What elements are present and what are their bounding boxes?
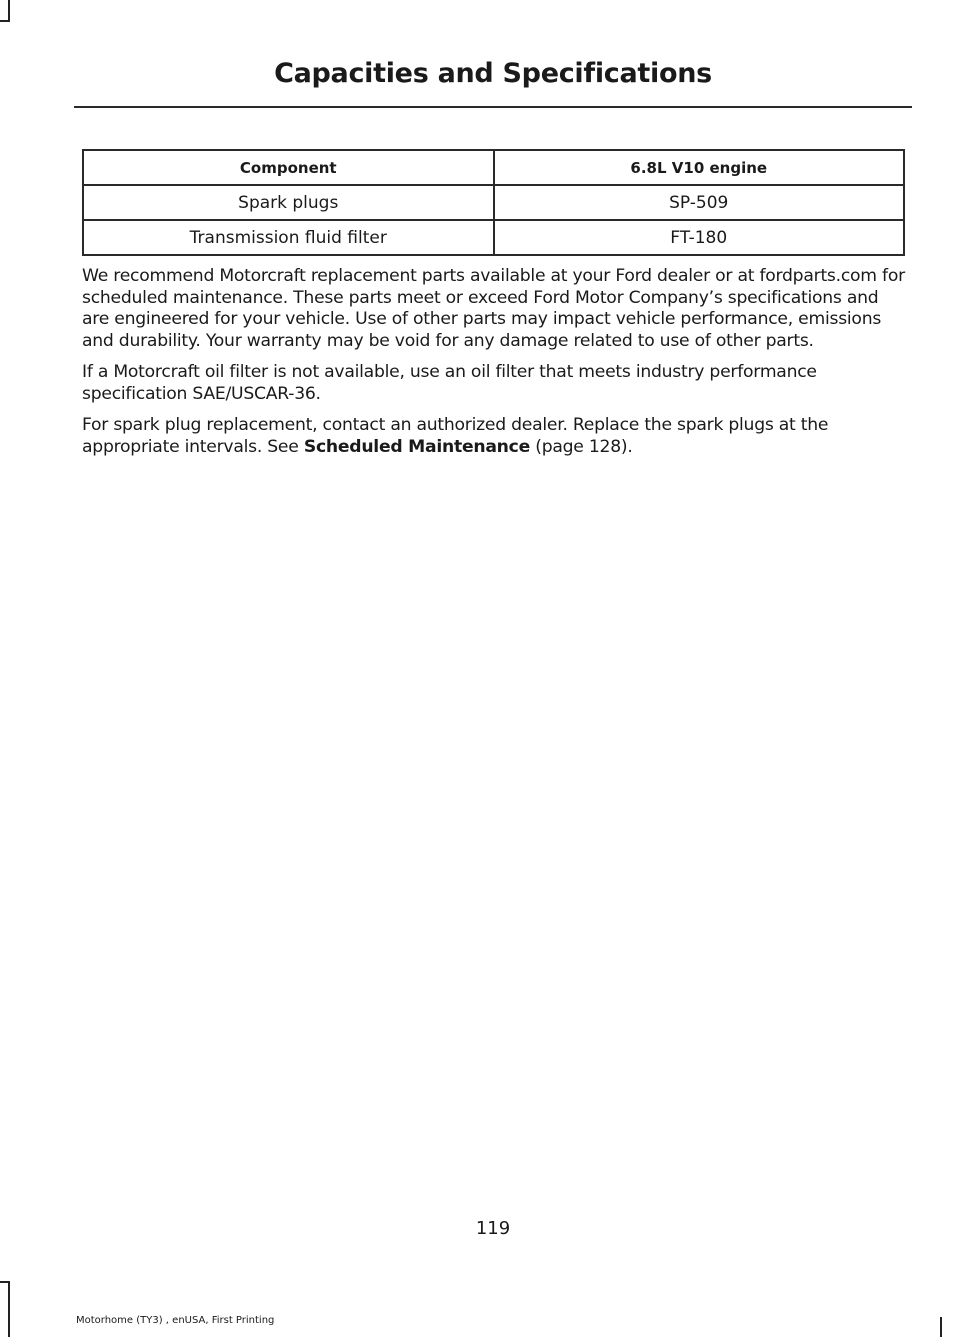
- crop-mark-bottom-left-horizontal: [0, 1281, 10, 1283]
- page-number: 119: [475, 1218, 511, 1239]
- table-cell-part-number: SP-509: [494, 185, 905, 220]
- table-header-row: [83, 150, 904, 185]
- table-row: [83, 220, 904, 255]
- page-reference: (page 128).: [535, 436, 633, 457]
- footer-edition: Motorhome (TY3) , enUSA, First Printing: [76, 1315, 275, 1326]
- column-header-component: Component: [83, 150, 494, 185]
- paragraph-spark-plug-replacement: [82, 415, 908, 458]
- table-cell-component: Transmission fluid filter: [83, 220, 494, 255]
- crop-mark-bottom-right: [940, 1317, 942, 1337]
- paragraph-motorcraft-parts: We recommend Motorcraft replacement parts available at your Ford dealer or at fordparts.com for scheduled maintenance. These parts meet or exceed Ford Motor Company’s specifications and are engineered for your vehicle. Use of other parts may impact vehicle performance, emissions and durability. Your warranty may be void for any damage related to use of other parts.: [82, 266, 905, 351]
- crop-mark-bottom-left: [8, 1281, 10, 1337]
- table-row: [83, 185, 904, 220]
- crop-mark-top-left-horizontal: [0, 20, 10, 22]
- title-rule: [74, 106, 912, 108]
- spark-plug-text: For spark plug replacement, contact an authorized dealer. Replace the spark plugs at the appropriate intervals. See: [82, 415, 829, 457]
- spec-table: [82, 149, 905, 256]
- table-cell-part-number: FT-180: [494, 220, 905, 255]
- scheduled-maintenance-link[interactable]: Scheduled Maintenance: [303, 436, 531, 457]
- column-header-engine: 6.8L V10 engine: [494, 150, 905, 185]
- paragraph-oil-filter: If a Motorcraft oil filter is not available, use an oil filter that meets industry performance specification SAE/USCAR-36.: [82, 362, 817, 404]
- table-cell-component: Spark plugs: [83, 185, 494, 220]
- body-content: [82, 266, 908, 468]
- crop-mark-top-left: [8, 0, 10, 22]
- page-title: Capacities and Specifications: [274, 58, 712, 89]
